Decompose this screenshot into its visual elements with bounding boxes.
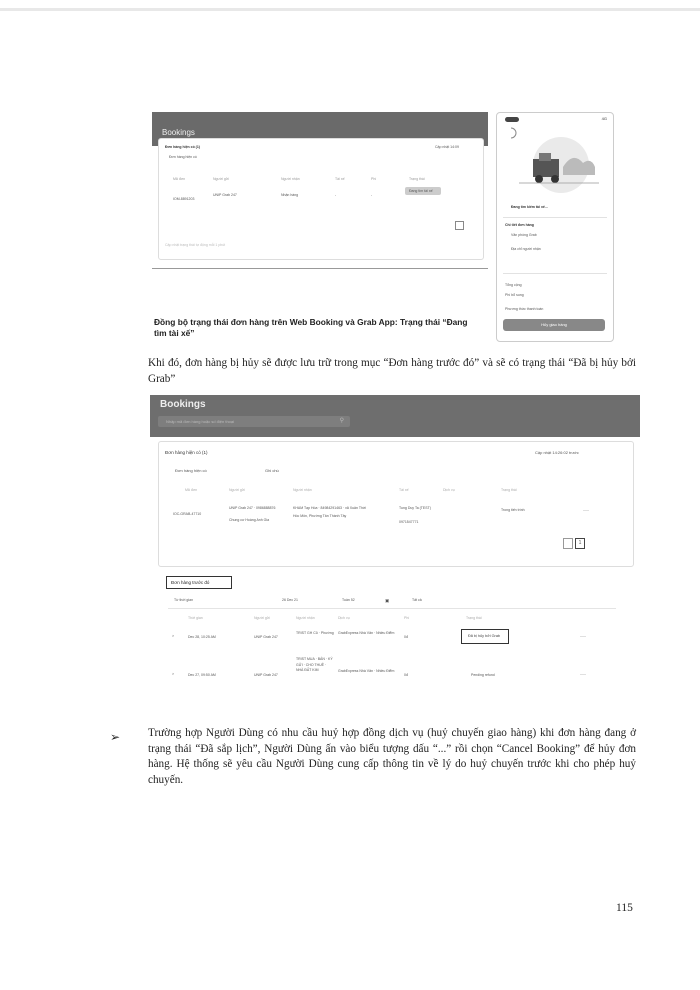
chevron-right-icon[interactable]: > <box>172 634 175 638</box>
payment-label: Phương thức thanh toán <box>505 307 544 311</box>
row-sender: UNIP Grab 247 · 0986888876 <box>229 506 276 510</box>
prev-row-receiver: TRIST MUA · BÁN · KÝ GỬI · CHO THUÊ · NHÀ ĐẤT KIM <box>296 657 333 672</box>
more-icon[interactable]: ··· <box>580 672 586 678</box>
col-header: Trạng thái <box>466 616 482 620</box>
order-details-heading: Chi tiết đơn hàng <box>505 223 534 227</box>
row-receiver: KHAM Tạp Hóa · 84984291463 · xã Xuân Thới <box>293 506 366 510</box>
col-header: Tài xế <box>399 488 409 492</box>
pagination-box[interactable] <box>455 221 464 230</box>
pager-prev[interactable] <box>563 538 573 549</box>
filter-from[interactable]: Từ thời gian <box>174 598 194 602</box>
tab-current[interactable]: Đơn hàng hiện có <box>169 155 197 159</box>
previous-orders-label: Đơn hàng trước đó <box>171 580 210 585</box>
col-header: Phí <box>404 616 410 620</box>
calendar-icon[interactable]: ▣ <box>385 598 390 603</box>
current-orders-heading: Đơn hàng hiện có (1) <box>165 450 208 455</box>
col-header: Người nhận <box>293 488 312 492</box>
updated-time: Cập nhật 14:09 <box>435 145 459 149</box>
col-header: Mã đơn <box>185 488 198 492</box>
pickup-address: Văn phòng Grab <box>511 233 537 237</box>
prev-row-fee: 0đ <box>404 635 408 639</box>
col-header: Tài xế <box>335 177 345 181</box>
row-receiver: Nhận hàng <box>281 193 299 197</box>
phone-status: 4G <box>601 116 607 121</box>
figure1-caption: Đồng bộ trạng thái đơn hàng trên Web Booking và Grab App: Trạng thái “Đang tìm tài xế” <box>154 317 468 338</box>
row-driver: - <box>335 193 337 197</box>
page-number: 115 <box>616 902 633 914</box>
col-header: Người gửi <box>213 177 229 181</box>
row-id[interactable]: IOC-GRAB-47710 <box>173 512 202 516</box>
col-header: Trạng thái <box>409 177 425 181</box>
col-header: Người gửi <box>254 616 270 620</box>
cancel-delivery-button[interactable] <box>503 319 605 331</box>
previous-orders-section[interactable] <box>166 576 232 589</box>
search-placeholder: Nhập mã đơn hàng hoặc số điện thoại <box>166 419 235 424</box>
col-header: Người nhận <box>281 177 300 181</box>
footer-note: Cập nhật trạng thái tự động mỗi 1 phút <box>165 243 226 247</box>
prev-row-status: Đã bị hủy bởi Grab <box>468 634 501 638</box>
prev-row-date: Dec 27, 09:50 AM <box>188 673 216 677</box>
row-fee: - <box>371 193 373 197</box>
figure1-phone-screenshot <box>496 112 614 342</box>
current-updated: Cập nhật 14:26:02 trước <box>535 450 579 455</box>
prev-row-service: GrabExpress Nhà Văn · Nhiều Điểm <box>338 669 395 673</box>
col-header: Phí <box>371 177 377 181</box>
bookings-header <box>150 395 640 437</box>
current-orders-card <box>158 441 634 567</box>
prev-row-fee: 0đ <box>404 673 408 677</box>
fee-label: Phí bổ sung <box>505 293 524 297</box>
row-driver-sub: 0971547771 <box>399 520 419 524</box>
cancel-delivery-label: Hủy giao hàng <box>541 322 567 327</box>
finding-driver-text: Đang tìm kiếm tài xế... <box>511 205 548 209</box>
col-header: Dịch vụ <box>443 488 455 492</box>
more-icon[interactable]: ··· <box>580 634 586 640</box>
paragraph-2: Trường hợp Người Dùng có nhu cầu huỷ hợp đồng dịch vụ (huỷ chuyến giao hàng) khi đơn hàng đang ở trạng thái “Đã sắp lịch”, Người Dùng ấn vào biểu tượng dấu “...” rồi chọn “Cancel Booking” để hủy đơn hàng. Hệ thống sẽ yêu cầu Người Dùng cung cấp thông tin về lý do huỷ chuyến trước khi cho phép huỷ chuyến. <box>148 727 636 786</box>
col-header: Dịch vụ <box>338 616 350 620</box>
figure1-web-screenshot <box>152 112 488 270</box>
divider <box>503 273 607 274</box>
col-header: Trạng thái <box>501 488 517 492</box>
chevron-right-icon[interactable]: > <box>172 672 175 676</box>
row-sender-sub: Chung cư Hoàng Anh Gia <box>229 518 270 522</box>
web-title: Bookings <box>162 128 195 137</box>
filter-week[interactable]: Tuần 52 <box>342 598 355 602</box>
prev-row-status: Pending refund <box>471 673 495 677</box>
prev-row-receiver: TRIST GH Cũ · Phường <box>296 631 334 635</box>
divider <box>503 217 607 218</box>
col-header: Người nhận <box>296 616 315 620</box>
more-icon[interactable]: ··· <box>583 508 589 514</box>
status-button[interactable] <box>405 187 441 195</box>
prev-row-sender: UNIP Grab 247 <box>254 673 278 677</box>
current-orders-heading: Đơn hàng hiện có (1) <box>165 145 200 149</box>
row-id[interactable]: IOM-8891203 <box>173 197 195 201</box>
search-input[interactable] <box>158 416 350 427</box>
phone-notch <box>505 117 519 122</box>
divider <box>152 268 488 269</box>
paragraph-1: Khi đó, đơn hàng bị hủy sẽ được lưu trữ trong mục “Đơn hàng trước đó” và sẽ có trạng thái “Đã bị hủy bởi Grab” <box>148 357 636 385</box>
col-header: Mã đơn <box>173 177 186 181</box>
cancelled-by-grab-highlight <box>461 629 509 644</box>
row-status: Trong tiến trình <box>501 508 525 512</box>
status-label: Đang tìm tài xế <box>409 189 433 193</box>
prev-row-sender: UNIP Grab 247 <box>254 635 278 639</box>
filter-date[interactable]: 26 Dec 21 <box>282 598 298 602</box>
col-header: Thời gian <box>188 616 203 620</box>
tab-current-orders[interactable]: Đơn hàng hiện có <box>175 468 207 473</box>
tab-notes[interactable]: Ghi chú <box>265 468 279 473</box>
row-driver: Tung Duy Ta (TEST) <box>399 506 431 510</box>
delivery-illustration-icon <box>511 127 601 197</box>
prev-row-service: GrabExpress Nhà Văn · Nhiều Điểm <box>338 631 395 635</box>
divider <box>168 608 616 609</box>
prev-row-date: Dec 28, 10:25 AM <box>188 635 216 639</box>
dropoff-address: Địa chỉ người nhận <box>511 247 541 251</box>
col-header: Người gửi <box>229 488 245 492</box>
bookings-title: Bookings <box>160 399 206 410</box>
row-sender: UNIP Grab 247 <box>213 193 237 197</box>
page-top-border <box>0 8 700 11</box>
bullet-arrow-icon: ➢ <box>110 730 121 744</box>
search-icon[interactable]: ⚲ <box>339 418 344 424</box>
row-receiver-sub: Hóc Môn, Phường Tân Thành Tây <box>293 514 347 518</box>
filter-all[interactable]: Tất cả <box>412 598 422 602</box>
figure2-bookings-screenshot <box>150 395 640 705</box>
pager-current[interactable]: 1 <box>575 538 585 549</box>
total-label: Tổng cộng <box>505 283 522 287</box>
web-orders-card <box>158 138 484 260</box>
